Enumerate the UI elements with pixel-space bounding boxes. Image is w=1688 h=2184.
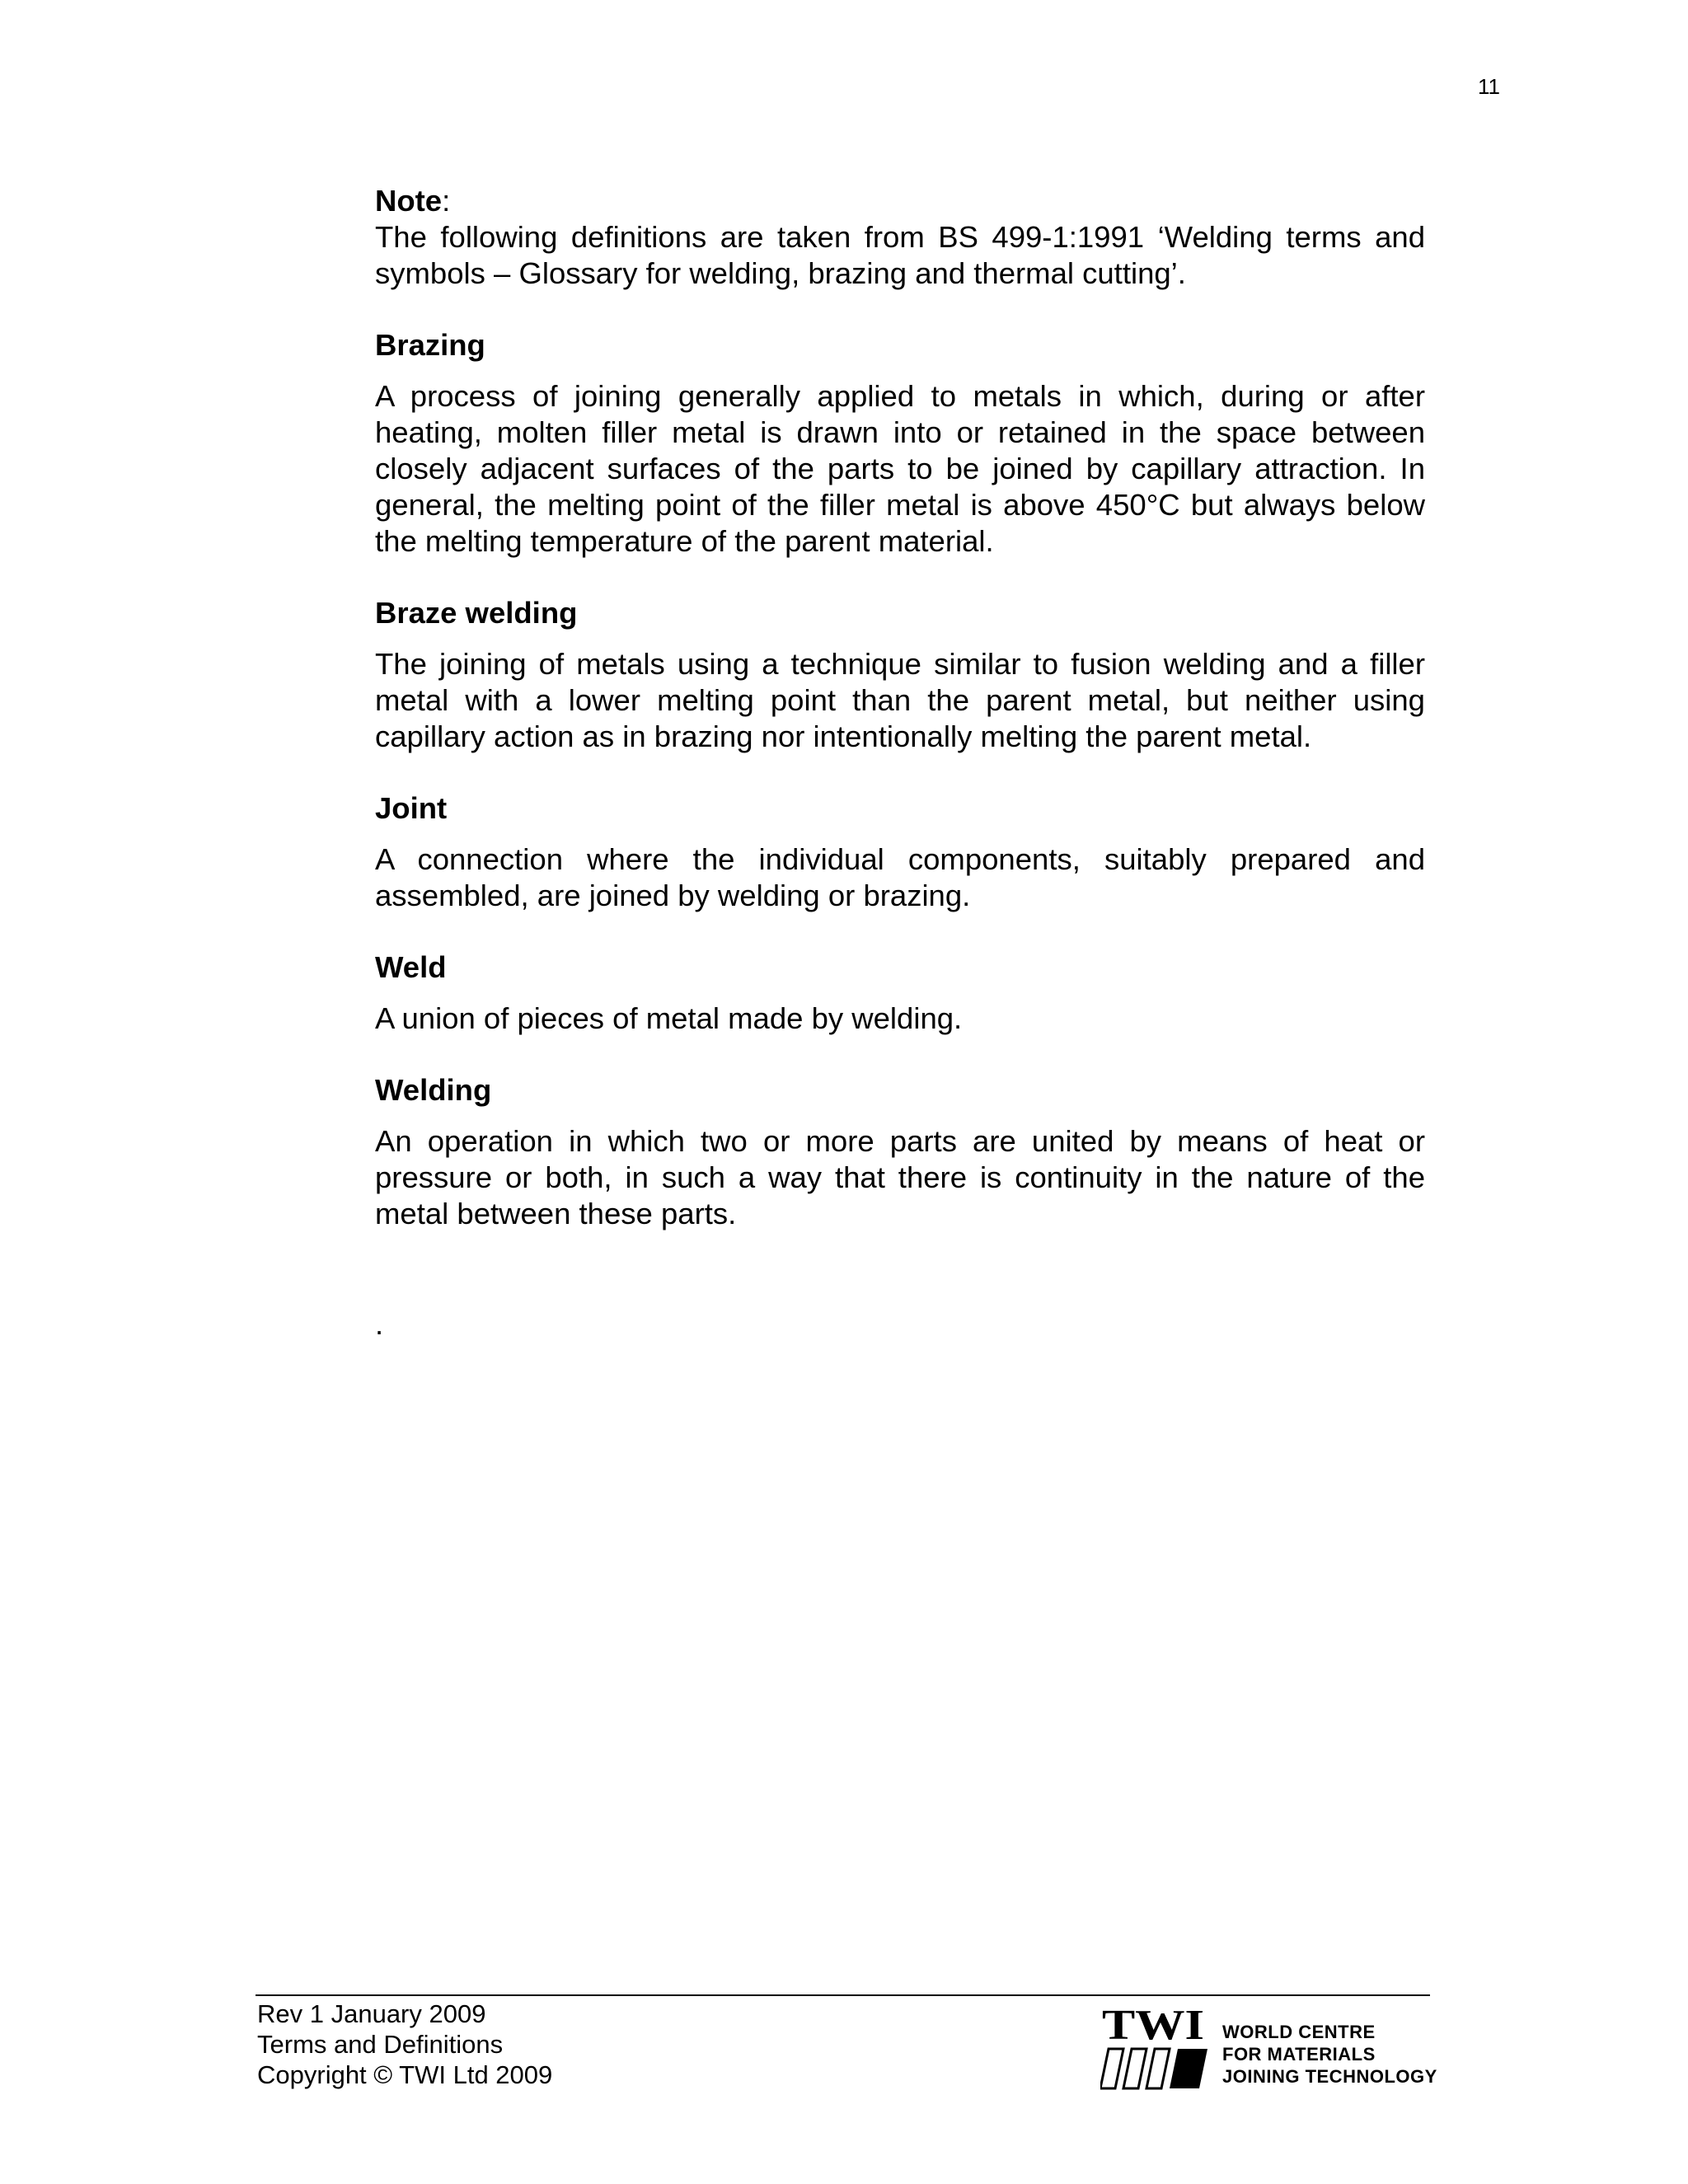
term-definition: An operation in which two or more parts are united by means of heat or pressure or both, in such a way that there is continuity in the nature of the metal between these parts. <box>375 1124 1425 1230</box>
footer-copyright: Copyright © TWI Ltd 2009 <box>257 2060 553 2089</box>
term-title: Welding <box>375 1073 492 1107</box>
note-block <box>375 183 1425 292</box>
term-weld <box>375 949 1425 1037</box>
term-definition: A connection where the individual components, suitably prepared and assembled, are joined by welding or brazing. <box>375 842 1425 912</box>
term-brazing <box>375 327 1425 560</box>
footer-revision: Rev 1 January 2009 <box>257 1999 486 2028</box>
footer-info <box>257 1999 552 2090</box>
term-braze-welding <box>375 595 1425 755</box>
twi-logo-solid-stripe <box>1170 2049 1207 2088</box>
document-body <box>375 183 1425 1343</box>
footer-divider <box>256 1994 1430 1996</box>
note-label: Note <box>375 184 443 218</box>
note-text: The following definitions are taken from BS 499-1:1991 ‘Welding terms and symbols – Glossary for welding, brazing and thermal cutting’. <box>375 220 1425 290</box>
twi-logo-stripes <box>1100 2049 1170 2088</box>
twi-logo-mark <box>1100 2003 1207 2093</box>
term-welding <box>375 1072 1425 1232</box>
term-title: Braze welding <box>375 596 578 630</box>
twi-logo-text: TWI <box>1102 2003 1204 2049</box>
page-number: 11 <box>1478 74 1500 99</box>
trailing-mark: . <box>375 1307 384 1341</box>
term-title: Joint <box>375 791 448 825</box>
term-definition: The joining of metals using a technique similar to fusion welding and a filler metal with a lower melting point than the parent metal, but neither using capillary action as in brazing nor intentionally melting the parent metal. <box>375 647 1425 753</box>
term-definition: A process of joining generally applied to metals in which, during or after heating, molten filler metal is drawn into or retained in the space between closely adjacent surfaces of the parts to be joined by capillary attraction. In general, the melting point of the filler metal is above 450°C but always below the melting temperature of the parent material. <box>375 379 1425 558</box>
tagline-line: JOINING TECHNOLOGY <box>1222 2066 1437 2087</box>
note-colon: : <box>442 184 451 218</box>
term-title: Brazing <box>375 328 485 362</box>
tagline-line: FOR MATERIALS <box>1222 2044 1376 2064</box>
term-title: Weld <box>375 950 447 984</box>
term-joint <box>375 790 1425 914</box>
twi-logo-tagline <box>1222 2021 1437 2088</box>
footer-section: Terms and Definitions <box>257 2030 504 2059</box>
term-definition: A union of pieces of metal made by welding. <box>375 1001 963 1035</box>
twi-logo <box>1100 2003 1437 2093</box>
tagline-line: WORLD CENTRE <box>1222 2022 1376 2042</box>
